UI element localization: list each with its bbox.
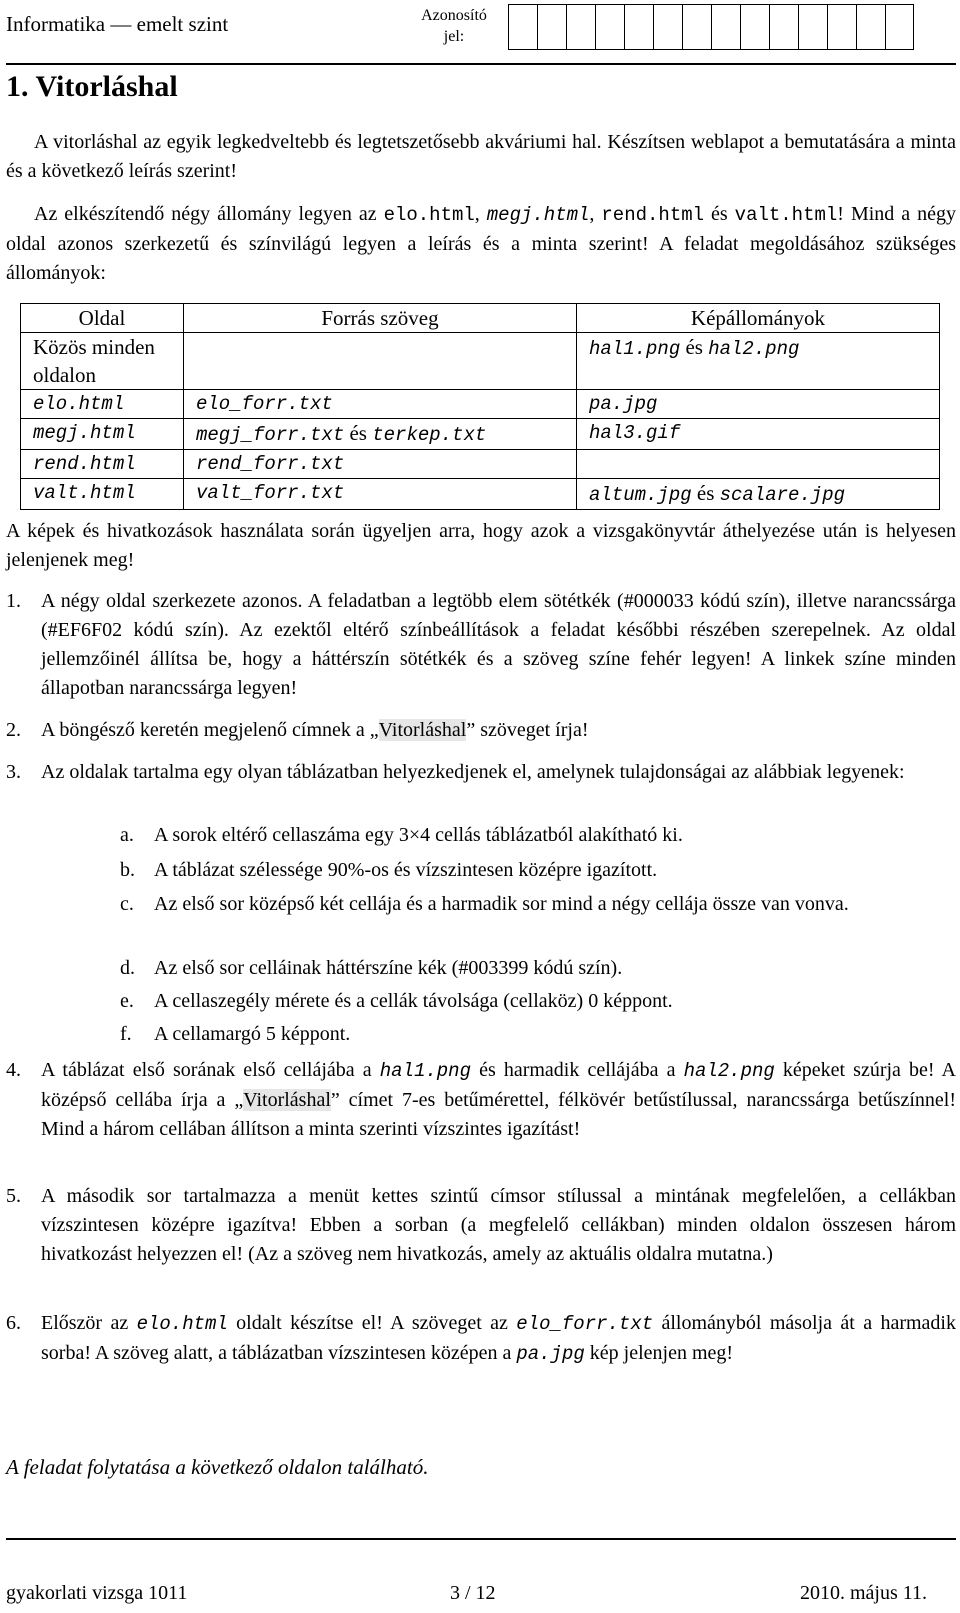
id-box (653, 4, 682, 50)
list-item: 4. A táblázat első sorának első cellájába a hal1.png és harmadik cellájába a hal2.png képeket szúrja be! A középső cellába írja a „Vitorláshal” címet 7-es betűmérettel, félkövér betűstílussal, narancssárga betűszínnel! Mind a három cellában állítson a minta szerinti vízszintes igazítást! (6, 1059, 957, 1140)
table-row (21, 390, 940, 419)
table-cell: elo_forr.txt (184, 390, 577, 419)
table-cell (184, 333, 577, 390)
footer-date: 2010. május 11. (800, 1582, 928, 1604)
id-box (798, 4, 827, 50)
note-paragraph: A képek és hivatkozások használata során ügyeljen arra, hogy azok a vizsgakönyvtár áthelyezése után is helyesen jelenjenek meg! (6, 520, 956, 571)
table-cell: valt_forr.txt (184, 479, 577, 510)
id-box (508, 4, 537, 50)
table-cell: altum.jpg és scalare.jpg (577, 479, 940, 510)
list-item: 1. A négy oldal szerkezete azonos. A feladatban a legtöbb elem sötétkék (#000033 kódú szín), illetve narancssárga (#EF6F02 kódú szín). Az ezektől eltérő színbeállítások a feladat későbbi részében szerepelnek. Az oldal jellemzőinél állítsa be, hogy a háttérszín sötétkék és a szöveg színe fehér legyen! A linkek színe minden állapotban narancssárga legyen! (6, 590, 956, 699)
sub-list-item: b. A táblázat szélessége 90%-os és vízszintesen középre igazított. (120, 859, 658, 881)
sub-list-item: f. A cellamargó 5 képpont. (120, 1023, 351, 1045)
id-box (885, 4, 914, 50)
id-box (769, 4, 798, 50)
id-box (624, 4, 653, 50)
column-header: Oldal (21, 304, 184, 333)
footer-page-number: 3 / 12 (450, 1582, 496, 1604)
continued-note: A feladat folytatása a következő oldalon található. (6, 1455, 429, 1479)
id-box (856, 4, 885, 50)
table-row (21, 479, 940, 510)
table-row (21, 333, 940, 390)
id-label: Azonosító jel: (421, 7, 487, 45)
header-rule (6, 63, 956, 65)
column-header: Forrás szöveg (184, 304, 577, 333)
table-cell: megj.html (21, 419, 184, 450)
file-name: rend.html (601, 204, 705, 226)
table-cell: megj_forr.txt és terkep.txt (184, 419, 577, 450)
table-cell: Közös minden oldalon (21, 333, 184, 390)
table-cell (577, 450, 940, 479)
header-title: Informatika — emelt szint (6, 12, 229, 36)
footer-rule (6, 1538, 956, 1540)
list-item: 3. Az oldalak tartalma egy olyan táblázatban helyezkedjenek el, amelynek tulajdonságai az alábbiak legyenek: (6, 761, 905, 783)
footer-exam-code: gyakorlati vizsga 1011 (6, 1582, 188, 1604)
intro-paragraph-2: Az elkészítendő négy állomány legyen az elo.html, megj.html, rend.html és valt.html! Mind a négy oldal azonos szerkezetű és színvilágú legyen a leírás és a minta szerint! A feladat megoldásához szükséges állományok: (6, 203, 957, 284)
table-cell: hal3.gif (577, 419, 940, 450)
id-box (711, 4, 740, 50)
file-name: valt.html (734, 204, 838, 226)
table-cell: valt.html (21, 479, 184, 510)
table-cell: hal1.png és hal2.png (577, 333, 940, 390)
id-box (537, 4, 566, 50)
list-item: 2. A böngésző keretén megjelenő címnek a „Vitorláshal” szöveget írja! (6, 719, 589, 741)
sub-list-item: c. Az első sor középső két cellája és a harmadik sor mind a négy cellája össze van vonva. (120, 893, 849, 915)
sub-list-item: a. A sorok eltérő cellaszáma egy 3×4 cellás táblázatból alakítható ki. (120, 824, 683, 846)
id-box (827, 4, 856, 50)
table-cell: elo.html (21, 390, 184, 419)
id-box (740, 4, 769, 50)
table-row (21, 450, 940, 479)
column-header: Képállományok (577, 304, 940, 333)
intro-paragraph-1: A vitorláshal az egyik legkedveltebb és legtetszetősebb akváriumi hal. Készítsen weblapot a bemutatására a minta és a következő leírás szerint! (6, 131, 956, 182)
id-box (566, 4, 595, 50)
id-box (595, 4, 624, 50)
table-cell: rend.html (21, 450, 184, 479)
task-title: 1. Vitorláshal (6, 70, 178, 103)
id-box (682, 4, 711, 50)
id-boxes (508, 4, 914, 50)
sub-list-item: e. A cellaszegély mérete és a cellák távolsága (cellaköz) 0 képpont. (120, 990, 673, 1012)
table-cell: pa.jpg (577, 390, 940, 419)
table-row (21, 419, 940, 450)
file-name: megj.html (486, 204, 590, 226)
table-header-row (21, 304, 940, 333)
sub-list-item: d. Az első sor celláinak háttérszíne kék (#003399 kódú szín). (120, 957, 623, 979)
files-table (20, 303, 940, 510)
file-name: elo.html (383, 204, 475, 226)
list-item: 6. Először az elo.html oldalt készítse el! A szöveget az elo_forr.txt állományból másolja át a harmadik sorba! A szöveg alatt, a táblázatban vízszintesen középen a pa.jpg kép jelenjen meg! (6, 1312, 956, 1365)
table-cell: rend_forr.txt (184, 450, 577, 479)
list-item: 5. A második sor tartalmazza a menüt kettes szintű címsor stílussal a mintának megfelelően, a cellákban vízszintesen középre igazítva! Ebben a sorban (a megfelelő cellákban) minden oldalon összesen három hivatkozást helyezzen el! (Az a szöveg nem hivatkozás, amely az aktuális oldalra mutatna.) (6, 1185, 956, 1265)
